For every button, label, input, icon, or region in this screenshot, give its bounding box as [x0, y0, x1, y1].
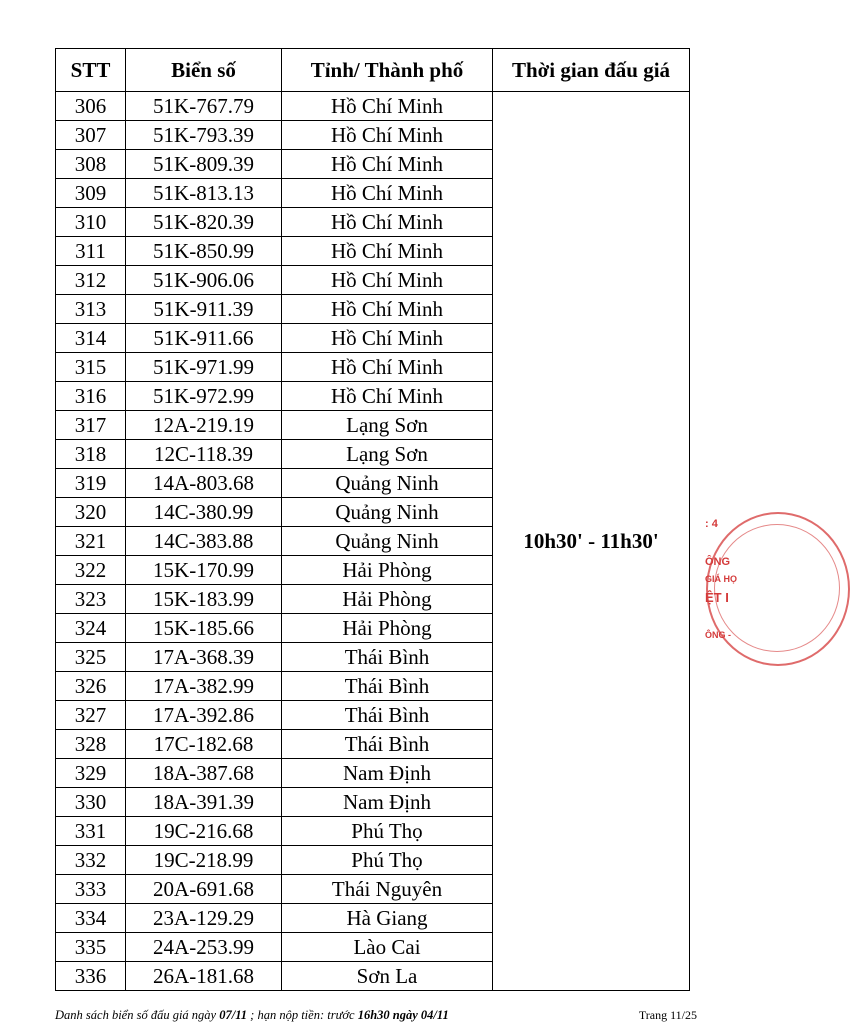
- cell-plate-number: 51K-911.39: [126, 295, 282, 324]
- cell-province: Nam Định: [282, 788, 493, 817]
- cell-stt: 336: [56, 962, 126, 991]
- cell-province: Phú Thọ: [282, 817, 493, 846]
- cell-province: Hồ Chí Minh: [282, 179, 493, 208]
- header-stt: STT: [56, 49, 126, 92]
- cell-province: Hồ Chí Minh: [282, 324, 493, 353]
- cell-auction-time: 10h30' - 11h30': [493, 92, 690, 991]
- cell-province: Hồ Chí Minh: [282, 382, 493, 411]
- cell-stt: 330: [56, 788, 126, 817]
- cell-province: Hồ Chí Minh: [282, 150, 493, 179]
- red-seal-stamp: [702, 512, 738, 662]
- cell-stt: 334: [56, 904, 126, 933]
- cell-plate-number: 17C-182.68: [126, 730, 282, 759]
- cell-plate-number: 15K-185.66: [126, 614, 282, 643]
- cell-stt: 306: [56, 92, 126, 121]
- stamp-fragment: : 4: [705, 518, 718, 530]
- cell-plate-number: 51K-820.39: [126, 208, 282, 237]
- cell-province: Hải Phòng: [282, 585, 493, 614]
- cell-plate-number: 12A-219.19: [126, 411, 282, 440]
- cell-province: Phú Thọ: [282, 846, 493, 875]
- cell-province: Sơn La: [282, 962, 493, 991]
- cell-province: Hồ Chí Minh: [282, 92, 493, 121]
- stamp-inner-ring: [714, 524, 840, 652]
- cell-stt: 322: [56, 556, 126, 585]
- cell-stt: 332: [56, 846, 126, 875]
- cell-province: Hồ Chí Minh: [282, 266, 493, 295]
- cell-province: Lạng Sơn: [282, 411, 493, 440]
- cell-plate-number: 23A-129.29: [126, 904, 282, 933]
- header-auction-time: Thời gian đấu giá: [493, 49, 690, 92]
- cell-stt: 319: [56, 469, 126, 498]
- cell-stt: 309: [56, 179, 126, 208]
- cell-province: Thái Bình: [282, 643, 493, 672]
- cell-plate-number: 18A-391.39: [126, 788, 282, 817]
- stamp-fragment: ÔNG: [705, 556, 731, 568]
- cell-province: Hồ Chí Minh: [282, 208, 493, 237]
- table-header-row: [56, 49, 690, 92]
- cell-province: Hồ Chí Minh: [282, 237, 493, 266]
- cell-plate-number: 12C-118.39: [126, 440, 282, 469]
- cell-province: Quảng Ninh: [282, 527, 493, 556]
- cell-plate-number: 26A-181.68: [126, 962, 282, 991]
- cell-stt: 314: [56, 324, 126, 353]
- cell-plate-number: 51K-809.39: [126, 150, 282, 179]
- cell-province: Hải Phòng: [282, 614, 493, 643]
- cell-plate-number: 15K-170.99: [126, 556, 282, 585]
- cell-stt: 325: [56, 643, 126, 672]
- cell-plate-number: 51K-972.99: [126, 382, 282, 411]
- cell-plate-number: 51K-767.79: [126, 92, 282, 121]
- footer-deadline: 16h30 ngày 04/11: [357, 1008, 449, 1022]
- cell-province: Thái Nguyên: [282, 875, 493, 904]
- cell-plate-number: 24A-253.99: [126, 933, 282, 962]
- cell-plate-number: 17A-382.99: [126, 672, 282, 701]
- cell-stt: 328: [56, 730, 126, 759]
- cell-stt: 308: [56, 150, 126, 179]
- cell-plate-number: 19C-216.68: [126, 817, 282, 846]
- cell-stt: 320: [56, 498, 126, 527]
- footer-note: [55, 1004, 449, 1026]
- cell-province: Thái Bình: [282, 672, 493, 701]
- cell-plate-number: 14C-380.99: [126, 498, 282, 527]
- cell-stt: 327: [56, 701, 126, 730]
- cell-plate-number: 14C-383.88: [126, 527, 282, 556]
- cell-stt: 326: [56, 672, 126, 701]
- cell-province: Hải Phòng: [282, 556, 493, 585]
- stamp-fragment: ÔNG -: [705, 630, 731, 640]
- cell-plate-number: 19C-218.99: [126, 846, 282, 875]
- cell-plate-number: 20A-691.68: [126, 875, 282, 904]
- cell-stt: 335: [56, 933, 126, 962]
- cell-plate-number: 51K-971.99: [126, 353, 282, 382]
- stamp-fragment: GIÁ HỌ: [705, 574, 738, 584]
- cell-stt: 315: [56, 353, 126, 382]
- plate-auction-table: [55, 48, 690, 991]
- cell-province: Lạng Sơn: [282, 440, 493, 469]
- cell-plate-number: 51K-813.13: [126, 179, 282, 208]
- cell-stt: 321: [56, 527, 126, 556]
- header-province: Tỉnh/ Thành phố: [282, 49, 493, 92]
- footer-middle: ; hạn nộp tiền: trước: [247, 1008, 358, 1022]
- cell-stt: 311: [56, 237, 126, 266]
- cell-stt: 312: [56, 266, 126, 295]
- cell-plate-number: 17A-392.86: [126, 701, 282, 730]
- cell-stt: 317: [56, 411, 126, 440]
- cell-plate-number: 51K-911.66: [126, 324, 282, 353]
- cell-stt: 316: [56, 382, 126, 411]
- cell-plate-number: 17A-368.39: [126, 643, 282, 672]
- page-footer: [55, 1004, 697, 1026]
- cell-stt: 324: [56, 614, 126, 643]
- cell-province: Hồ Chí Minh: [282, 295, 493, 324]
- table-row: [56, 92, 690, 121]
- cell-stt: 310: [56, 208, 126, 237]
- cell-province: Thái Bình: [282, 730, 493, 759]
- footer-prefix: Danh sách biển số đấu giá ngày: [55, 1008, 220, 1022]
- cell-province: Quảng Ninh: [282, 469, 493, 498]
- cell-province: Nam Định: [282, 759, 493, 788]
- header-plate-number: Biển số: [126, 49, 282, 92]
- cell-plate-number: 18A-387.68: [126, 759, 282, 788]
- cell-stt: 307: [56, 121, 126, 150]
- page-number: Trang 11/25: [638, 1008, 697, 1022]
- stamp-fragment: ỆT I: [705, 590, 729, 605]
- cell-stt: 333: [56, 875, 126, 904]
- cell-province: Hồ Chí Minh: [282, 353, 493, 382]
- cell-stt: 323: [56, 585, 126, 614]
- cell-stt: 329: [56, 759, 126, 788]
- table-body: [56, 92, 690, 991]
- cell-province: Hà Giang: [282, 904, 493, 933]
- footer-auction-date: 07/11: [219, 1008, 248, 1022]
- cell-province: Thái Bình: [282, 701, 493, 730]
- cell-plate-number: 14A-803.68: [126, 469, 282, 498]
- cell-plate-number: 51K-906.06: [126, 266, 282, 295]
- cell-province: Hồ Chí Minh: [282, 121, 493, 150]
- cell-stt: 331: [56, 817, 126, 846]
- cell-stt: 318: [56, 440, 126, 469]
- cell-province: Quảng Ninh: [282, 498, 493, 527]
- cell-stt: 313: [56, 295, 126, 324]
- cell-plate-number: 51K-850.99: [126, 237, 282, 266]
- cell-plate-number: 15K-183.99: [126, 585, 282, 614]
- cell-plate-number: 51K-793.39: [126, 121, 282, 150]
- cell-province: Lào Cai: [282, 933, 493, 962]
